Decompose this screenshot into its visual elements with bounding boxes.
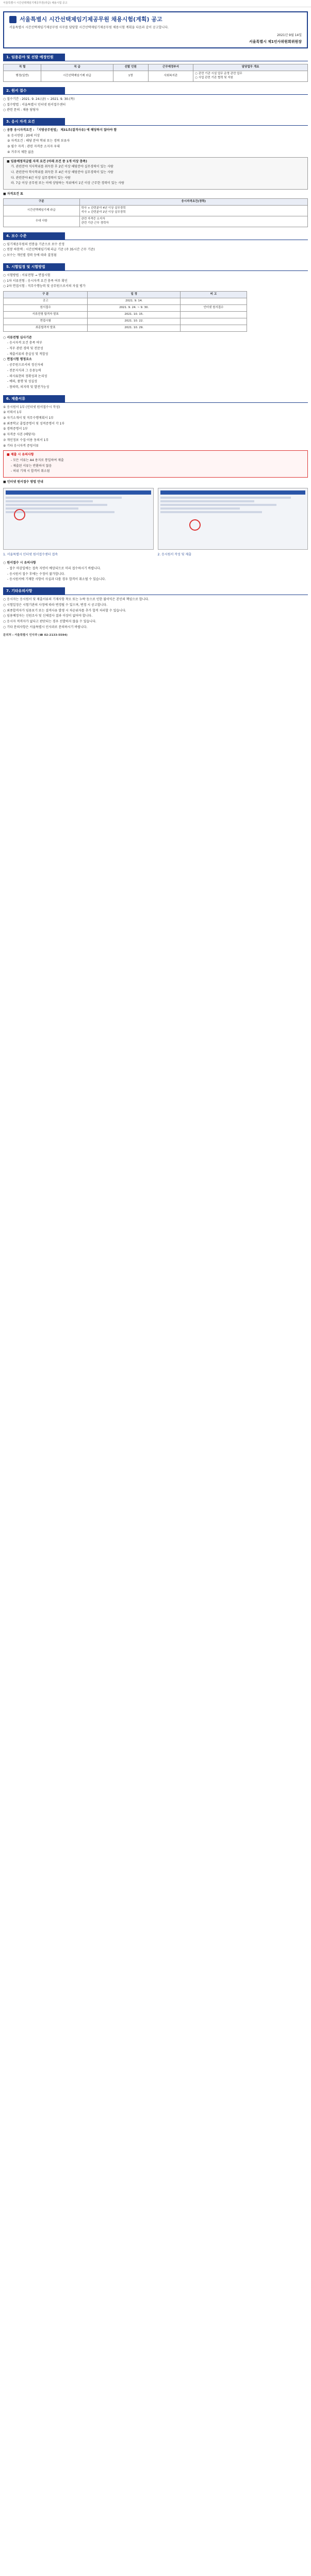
list-item: ○ 임용예정자는 신원조사 및 신체검사 결과 이상이 없어야 합니다. xyxy=(3,614,93,618)
list-item: ⑧ 기타 응시자격 증빙서류 xyxy=(3,444,39,448)
list-item: ③ 필수 자격 : 관련 자격증 소지자 우대 xyxy=(7,145,60,149)
table-header: 근무예정부서 xyxy=(148,64,193,71)
sub-title: ■ 자격요건 표 xyxy=(3,192,23,196)
guide-caption-left: 1. 서울특별시 인터넷 원서접수센터 접속 xyxy=(3,552,58,556)
list-item: 다. 관련분야 6년 이상 실무경력이 있는 사람 xyxy=(11,176,71,180)
section-title: 4. 보수 수준 xyxy=(3,232,65,240)
table-row xyxy=(4,318,247,325)
box-title: ■ 제출 시 유의사항 xyxy=(7,453,34,457)
list-item: ③ 자기소개서 및 직무수행계획서 1부 xyxy=(3,416,54,420)
table-cell: 인터넷 원서접수 xyxy=(181,304,247,311)
list-item: 라. 7급 이상 공무원 또는 이에 상당하는 직위에서 1년 이상 근무한 경력이 있는 사람 xyxy=(11,181,124,185)
announce-signatory: 서울특별시 제1인사위원회위원장 xyxy=(249,39,302,44)
list-item: - 직무 관련 경력 및 전문성 xyxy=(7,347,43,351)
table-cell: 2021. 10. 15. xyxy=(88,311,181,318)
table-header: 비 고 xyxy=(181,291,247,298)
section-title: 5. 시험일정 및 시험방법 xyxy=(3,263,65,270)
list-item: 나. 관련분야 학사학위를 취득한 후 4년 이상 해당분야 실무경력이 있는 사람 xyxy=(11,170,113,174)
list-item: ④ 최종학교 졸업증명서 및 성적증명서 각 1부 xyxy=(3,421,65,426)
text-line: ○ 2차 면접시험 : 직무수행능력 및 공무원으로서의 자질 평가 xyxy=(3,284,86,289)
list-item: - 예의, 품행 및 성실성 xyxy=(7,380,38,384)
list-item: - 응시원서 접수 후에는 수정이 불가합니다. xyxy=(7,572,66,576)
list-item: 가. 관련분야 석사학위를 취득한 후 2년 이상 해당분야 실무경력이 있는 사람 xyxy=(11,165,113,169)
positions-table xyxy=(3,64,308,82)
list-item: ⑤ 경력증명서 1부 xyxy=(3,427,28,431)
table-header: 직 렬 xyxy=(4,64,41,71)
table-header: 일 정 xyxy=(88,291,181,298)
table-cell xyxy=(181,318,247,325)
table-cell: ○ 관련 기관 시설 업무 운영 관련 업무 ○ 사업 관련 기관 협력 및 지원 xyxy=(193,71,308,81)
text-line: ○ 공통 응시자격요건 : 「지방공무원법」 제31조(결격사유) 에 해당하지 않아야 함 xyxy=(3,128,117,132)
sub-title: ○ 서류전형 심사기준 xyxy=(3,335,32,340)
documents-notice-box xyxy=(3,450,308,478)
list-item: ④ 거주지 제한 없음 xyxy=(7,150,34,154)
list-item: - 창의력, 의지력 및 발전가능성 xyxy=(7,385,50,389)
table-cell: 시간선택제임기제 라급 xyxy=(4,205,80,216)
sub-title: ■ 인터넷 원서접수 방법 안내 xyxy=(3,480,43,484)
schedule-table xyxy=(3,291,247,332)
table-cell: 서류전형 합격자 발표 xyxy=(4,311,88,318)
table-row xyxy=(4,311,247,318)
table-header: 응시자격요건(경력) xyxy=(79,198,308,205)
table-cell: 2021. 10. 29. xyxy=(88,325,181,331)
table-row xyxy=(4,71,308,81)
list-item: - 제출서류의 충실성 및 적합성 xyxy=(7,352,48,356)
table-cell xyxy=(181,325,247,331)
guide-screenshot-right xyxy=(158,488,308,550)
table-row xyxy=(4,298,247,304)
list-item: - 의사표현의 정확성과 논리성 xyxy=(7,374,47,378)
contact-info: 문의처 : 서울특별시 인사과 (☎ 02-2133-5594) xyxy=(3,634,68,637)
table-cell: 관련 자격증 소지자 관련 기관 근무 경력자 xyxy=(79,216,308,227)
list-item: - 응시원서에 기재한 사항이 사실과 다를 경우 합격이 취소될 수 있습니다. xyxy=(7,578,106,582)
title-row xyxy=(9,15,302,24)
table-row xyxy=(4,205,308,216)
table-header: 구 분 xyxy=(4,291,88,298)
title-box xyxy=(3,11,308,48)
table-cell: 공고 xyxy=(4,298,88,304)
table-header: 직 급 xyxy=(41,64,113,71)
sub-title: ○ 면접시험 평정요소 xyxy=(3,358,32,362)
guide-screenshots xyxy=(3,488,308,550)
list-item: ① 응시연령 : 20세 이상 xyxy=(7,133,40,138)
list-item: - 공무원으로서의 정신자세 xyxy=(7,363,43,367)
table-cell: 2021. 9. 14. xyxy=(88,298,181,304)
text-line: ○ 연봉 하한액 : 시간선택제임기제 라급 기준 (주 35시간 근무 기준) xyxy=(3,248,95,252)
table-row xyxy=(4,216,308,227)
qualification-box xyxy=(3,157,308,190)
list-item: ○ 시험일정은 시험기관의 사정에 따라 변경될 수 있으며, 변경 시 공고합니다. xyxy=(3,603,108,607)
section-qualifications xyxy=(3,118,308,227)
intro-text: 서울특별시 시간선택제임기제공무원 사무를 담당할 시간선택제임기제공무원 채용시험 계획을 다음과 같이 공고합니다. xyxy=(9,26,169,30)
table-cell: 우대 사항 xyxy=(4,216,80,227)
list-item: ② 이력서 1부 xyxy=(3,411,22,415)
table-header: 구분 xyxy=(4,198,80,205)
text-line: ○ 관련 문의 : 채용 담당자 xyxy=(3,108,39,112)
text-line: ○ 임기제공무원의 연봉을 기준으로 보수 산정 xyxy=(3,242,65,246)
table-cell: 면접시험 xyxy=(4,318,88,325)
table-header: 선발 인원 xyxy=(113,64,148,71)
table-cell: 학사 + 관련분야 4년 이상 실무경력 석사 + 관련분야 2년 이상 실무경력 xyxy=(79,205,308,216)
guide-screenshot-left xyxy=(3,488,154,550)
table-cell: 원서접수 xyxy=(4,304,88,311)
page-title: 서울특별시 시간선택제임기제공무원 채용시험(계획) 공고 xyxy=(20,16,162,23)
table-cell xyxy=(181,311,247,318)
list-item: ○ 응시자 적격자가 없다고 판단되는 경우 선발하지 않을 수 있습니다. xyxy=(3,620,96,623)
box-title: ■ 임용예정직급별 자격 요건 (아래 조건 중 1개 이상 충족) xyxy=(7,159,87,163)
table-cell: 1명 xyxy=(113,71,148,81)
list-item: ② 자격요건 : 해당 분야 학위 또는 경력 보유자 xyxy=(7,139,70,143)
text-line: ○ 시험방법 : 서류전형 → 면접시험 xyxy=(3,273,51,277)
text-line: ○ 보수는 개인별 경력 등에 따라 결정됨 xyxy=(3,253,57,258)
table-cell: 행정(일반) xyxy=(4,71,41,81)
sub-title: ○ 원서접수 시 유의사항 xyxy=(3,561,36,565)
guide-caption-right: 2. 응시원서 작성 및 제출 xyxy=(157,552,192,556)
list-item: ○ 기타 문의사항은 서울특별시 인사과로 문의하시기 바랍니다. xyxy=(3,625,88,629)
section-documents xyxy=(3,395,308,583)
section-title: 2. 원서 접수 xyxy=(3,87,65,94)
section-salary xyxy=(3,232,308,258)
section-positions xyxy=(3,54,308,82)
section-title: 7. 기타유의사항 xyxy=(3,587,65,595)
list-item: ○ 응시자는 응시원서 및 제출서류의 기재사항 착오 또는 누락 등으로 인한 불이익은 본인의 책임으로 합니다. xyxy=(3,598,150,602)
table-cell: 2021. 10. 22. xyxy=(88,318,181,325)
list-item: - 응시자격 요건 충족 여부 xyxy=(7,341,42,345)
qualification-table xyxy=(3,198,308,227)
highlight-circle-icon xyxy=(14,509,25,520)
list-item: - 전문지식과 그 응용능력 xyxy=(7,368,41,372)
text-line: ○ 접수방법 : 서울특별시 인터넷 원서접수센터 xyxy=(3,103,66,107)
section-title: 1. 임용분야 및 선발 예정인원 xyxy=(3,54,65,61)
list-item: - 접수 마감일에는 접속 지연이 예상되므로 미리 접수하시기 바랍니다. xyxy=(7,567,101,571)
page xyxy=(0,0,311,648)
table-header: 담당업무 개요 xyxy=(193,64,308,71)
title-square-icon xyxy=(9,16,17,23)
table-cell xyxy=(181,298,247,304)
top-breadcrumb: 서울특별시 시간선택제임기제공무원(라급) 채용시험 공고 xyxy=(0,0,311,7)
table-cell: 2021. 9. 24. ~ 9. 30. xyxy=(88,304,181,311)
section-schedule xyxy=(3,263,308,390)
section-title: 3. 응시 자격 요건 xyxy=(3,118,65,125)
table-cell: 시간선택제임기제 라급 xyxy=(41,71,113,81)
text-line: ○ 1차 서류전형 : 응시자격 요건 충족 여부 확인 xyxy=(3,279,68,283)
table-cell: 사회복지관 xyxy=(148,71,193,81)
list-item: ○ 최종합격자가 임용포기 또는 결격사유 발생 시 차순위자를 추가 합격 처리할 수 있습니다. xyxy=(3,608,126,613)
table-row xyxy=(4,325,247,331)
list-item: - 허위 기재 시 합격이 취소됨 xyxy=(11,469,50,473)
table-row xyxy=(4,304,247,311)
list-item: - 제출된 서류는 반환하지 않음 xyxy=(11,464,52,468)
list-item: - 모든 서류는 A4 용지로 통일하여 제출 xyxy=(11,458,64,462)
text-line: ○ 접수기간 : 2021. 9. 24.(금) ~ 2021. 9. 30.(목) xyxy=(3,97,75,101)
section-title: 6. 제출서류 xyxy=(3,395,65,402)
section-application xyxy=(3,87,308,113)
table-cell: 최종합격자 발표 xyxy=(4,325,88,331)
section-notes xyxy=(3,587,308,638)
announce-date: 2021년 9월 14일 xyxy=(277,33,302,37)
list-item: ① 응시원서 1부 (인터넷 원서접수시 작성) xyxy=(3,405,60,409)
list-item: ⑥ 자격증 사본 (해당자) xyxy=(3,433,36,437)
list-item: ⑦ 개인정보 수집·이용 동의서 1부 xyxy=(3,438,49,442)
highlight-circle-icon xyxy=(189,519,201,531)
